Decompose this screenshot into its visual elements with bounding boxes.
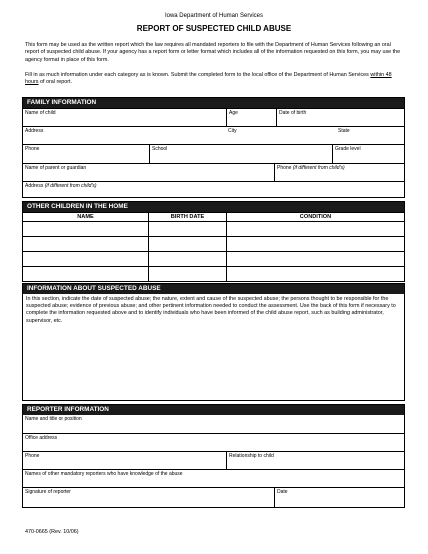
state-field[interactable] [336, 127, 404, 144]
intro-paragraph: This form may be used as the written report which the law requires all mandated reporters to file with the Department of Human Services following an oral report of suspected child abuse. If your agency has a report form or letter format which includes all of the information requested on this form, you may use the agency format in place of this form. [25, 42, 401, 63]
table-row [23, 251, 404, 266]
age-field[interactable] [226, 109, 276, 126]
signature-field[interactable] [23, 488, 274, 507]
reporter-name-title-label: Name and title or position [25, 416, 82, 422]
instruction-deadline: within 48 hours [25, 72, 392, 86]
city-label: City [228, 128, 237, 134]
form-number: 470-0665 (Rev. 10/06) [25, 529, 79, 535]
signature-date-label: Date [277, 489, 288, 495]
parent-address-field[interactable] [23, 182, 404, 197]
suspected-abuse-instructions: In this section, indicate the date of suspected abuse; the nature, extent and cause of the suspected abuse; the persons thought to be responsible for the suspected abuse; evidence of previous abuse; and other pertinent information needed to conduct the assessment. Use the back of this form if necessary to complete the information requested above and to identify individuals who have been informed of the child abuse report, such as building administrator, supervisor, etc. [26, 296, 396, 324]
family-row-phone [23, 144, 404, 163]
other-reporters-field[interactable] [23, 470, 404, 487]
relationship-label: Relationship to child [229, 453, 274, 459]
child-condition-cell[interactable] [226, 222, 404, 236]
family-row-address [23, 126, 404, 144]
child-condition-cell[interactable] [226, 252, 404, 266]
table-row [23, 221, 404, 236]
reporter-row-office [23, 433, 404, 451]
form-title: REPORT OF SUSPECTED CHILD ABUSE [136, 24, 292, 33]
phone-label: Phone [25, 146, 40, 152]
address-label: Address [25, 128, 44, 134]
reporter-information-section [22, 404, 405, 508]
instruction-paragraph [25, 72, 405, 87]
reporter-row-signature [23, 487, 404, 507]
family-row-parent [23, 163, 404, 181]
date-of-birth-field[interactable] [276, 109, 404, 126]
column-header-name: NAME [77, 214, 94, 220]
parent-address-note: (if different from child's) [44, 183, 97, 189]
instruction-text-after: of oral report. [38, 79, 73, 86]
reporter-row-phone [23, 451, 404, 469]
parent-name-label: Name of parent or guardian [25, 165, 87, 171]
name-of-child-label: Name of child [25, 110, 56, 116]
date-of-birth-label: Date of birth [279, 110, 307, 116]
child-name-cell[interactable] [23, 252, 148, 266]
child-condition-cell[interactable] [226, 237, 404, 251]
parent-phone-label: Phone [277, 165, 293, 171]
phone-field[interactable] [23, 145, 149, 163]
parent-phone-field[interactable] [274, 164, 404, 181]
child-name-cell[interactable] [23, 222, 148, 236]
child-birth-date-cell[interactable] [148, 267, 226, 281]
table-row [23, 236, 404, 251]
parent-address-label: Address [25, 183, 45, 189]
other-children-section [22, 201, 405, 282]
family-information-section [22, 97, 405, 198]
reporter-information-heading: REPORTER INFORMATION [23, 405, 404, 415]
state-label: State [338, 128, 350, 134]
table-row [23, 266, 404, 281]
address-field[interactable] [23, 127, 226, 144]
family-row-child [23, 108, 404, 126]
child-name-cell[interactable] [23, 237, 148, 251]
age-label: Age [229, 110, 238, 116]
reporter-phone-label: Phone [25, 453, 40, 459]
city-field[interactable] [226, 127, 336, 144]
signature-date-field[interactable] [274, 488, 404, 507]
office-address-label: Office address [25, 435, 58, 441]
school-label: School [152, 146, 168, 152]
family-row-parent-address [23, 181, 404, 197]
reporter-phone-field[interactable] [23, 452, 226, 469]
instruction-text-before: Fill in as much information under each category as is known. Submit the completed form to the local office of the Department of Human Services [25, 72, 371, 78]
other-children-header-row [23, 212, 404, 221]
child-birth-date-cell[interactable] [148, 222, 226, 236]
parent-phone-note: (if different from child's) [292, 165, 345, 171]
reporter-row-others [23, 469, 404, 487]
school-field[interactable] [149, 145, 332, 163]
column-header-birth-date: BIRTH DATE [148, 213, 226, 221]
grade-level-field[interactable] [332, 145, 404, 163]
parent-name-field[interactable] [23, 164, 274, 181]
child-birth-date-cell[interactable] [148, 237, 226, 251]
relationship-field[interactable] [226, 452, 404, 469]
name-of-child-field[interactable] [23, 109, 226, 126]
child-name-cell[interactable] [23, 267, 148, 281]
grade-level-label: Grade level [335, 146, 361, 152]
agency-name: Iowa Department of Human Services [164, 13, 264, 19]
other-reporters-label: Names of other mandatory reporters who have knowledge of the abuse [25, 471, 183, 477]
reporter-row-name [23, 415, 404, 433]
child-birth-date-cell[interactable] [148, 252, 226, 266]
reporter-name-title-field[interactable] [23, 415, 404, 433]
signature-label: Signature of reporter [25, 489, 71, 495]
suspected-abuse-section [22, 283, 405, 401]
family-information-heading: FAMILY INFORMATION [23, 98, 404, 108]
office-address-field[interactable] [23, 434, 404, 451]
suspected-abuse-heading: INFORMATION ABOUT SUSPECTED ABUSE [23, 284, 404, 294]
child-condition-cell[interactable] [226, 267, 404, 281]
column-header-condition: CONDITION [226, 213, 404, 221]
other-children-heading: OTHER CHILDREN IN THE HOME [23, 202, 404, 212]
suspected-abuse-text-area[interactable] [23, 344, 404, 400]
